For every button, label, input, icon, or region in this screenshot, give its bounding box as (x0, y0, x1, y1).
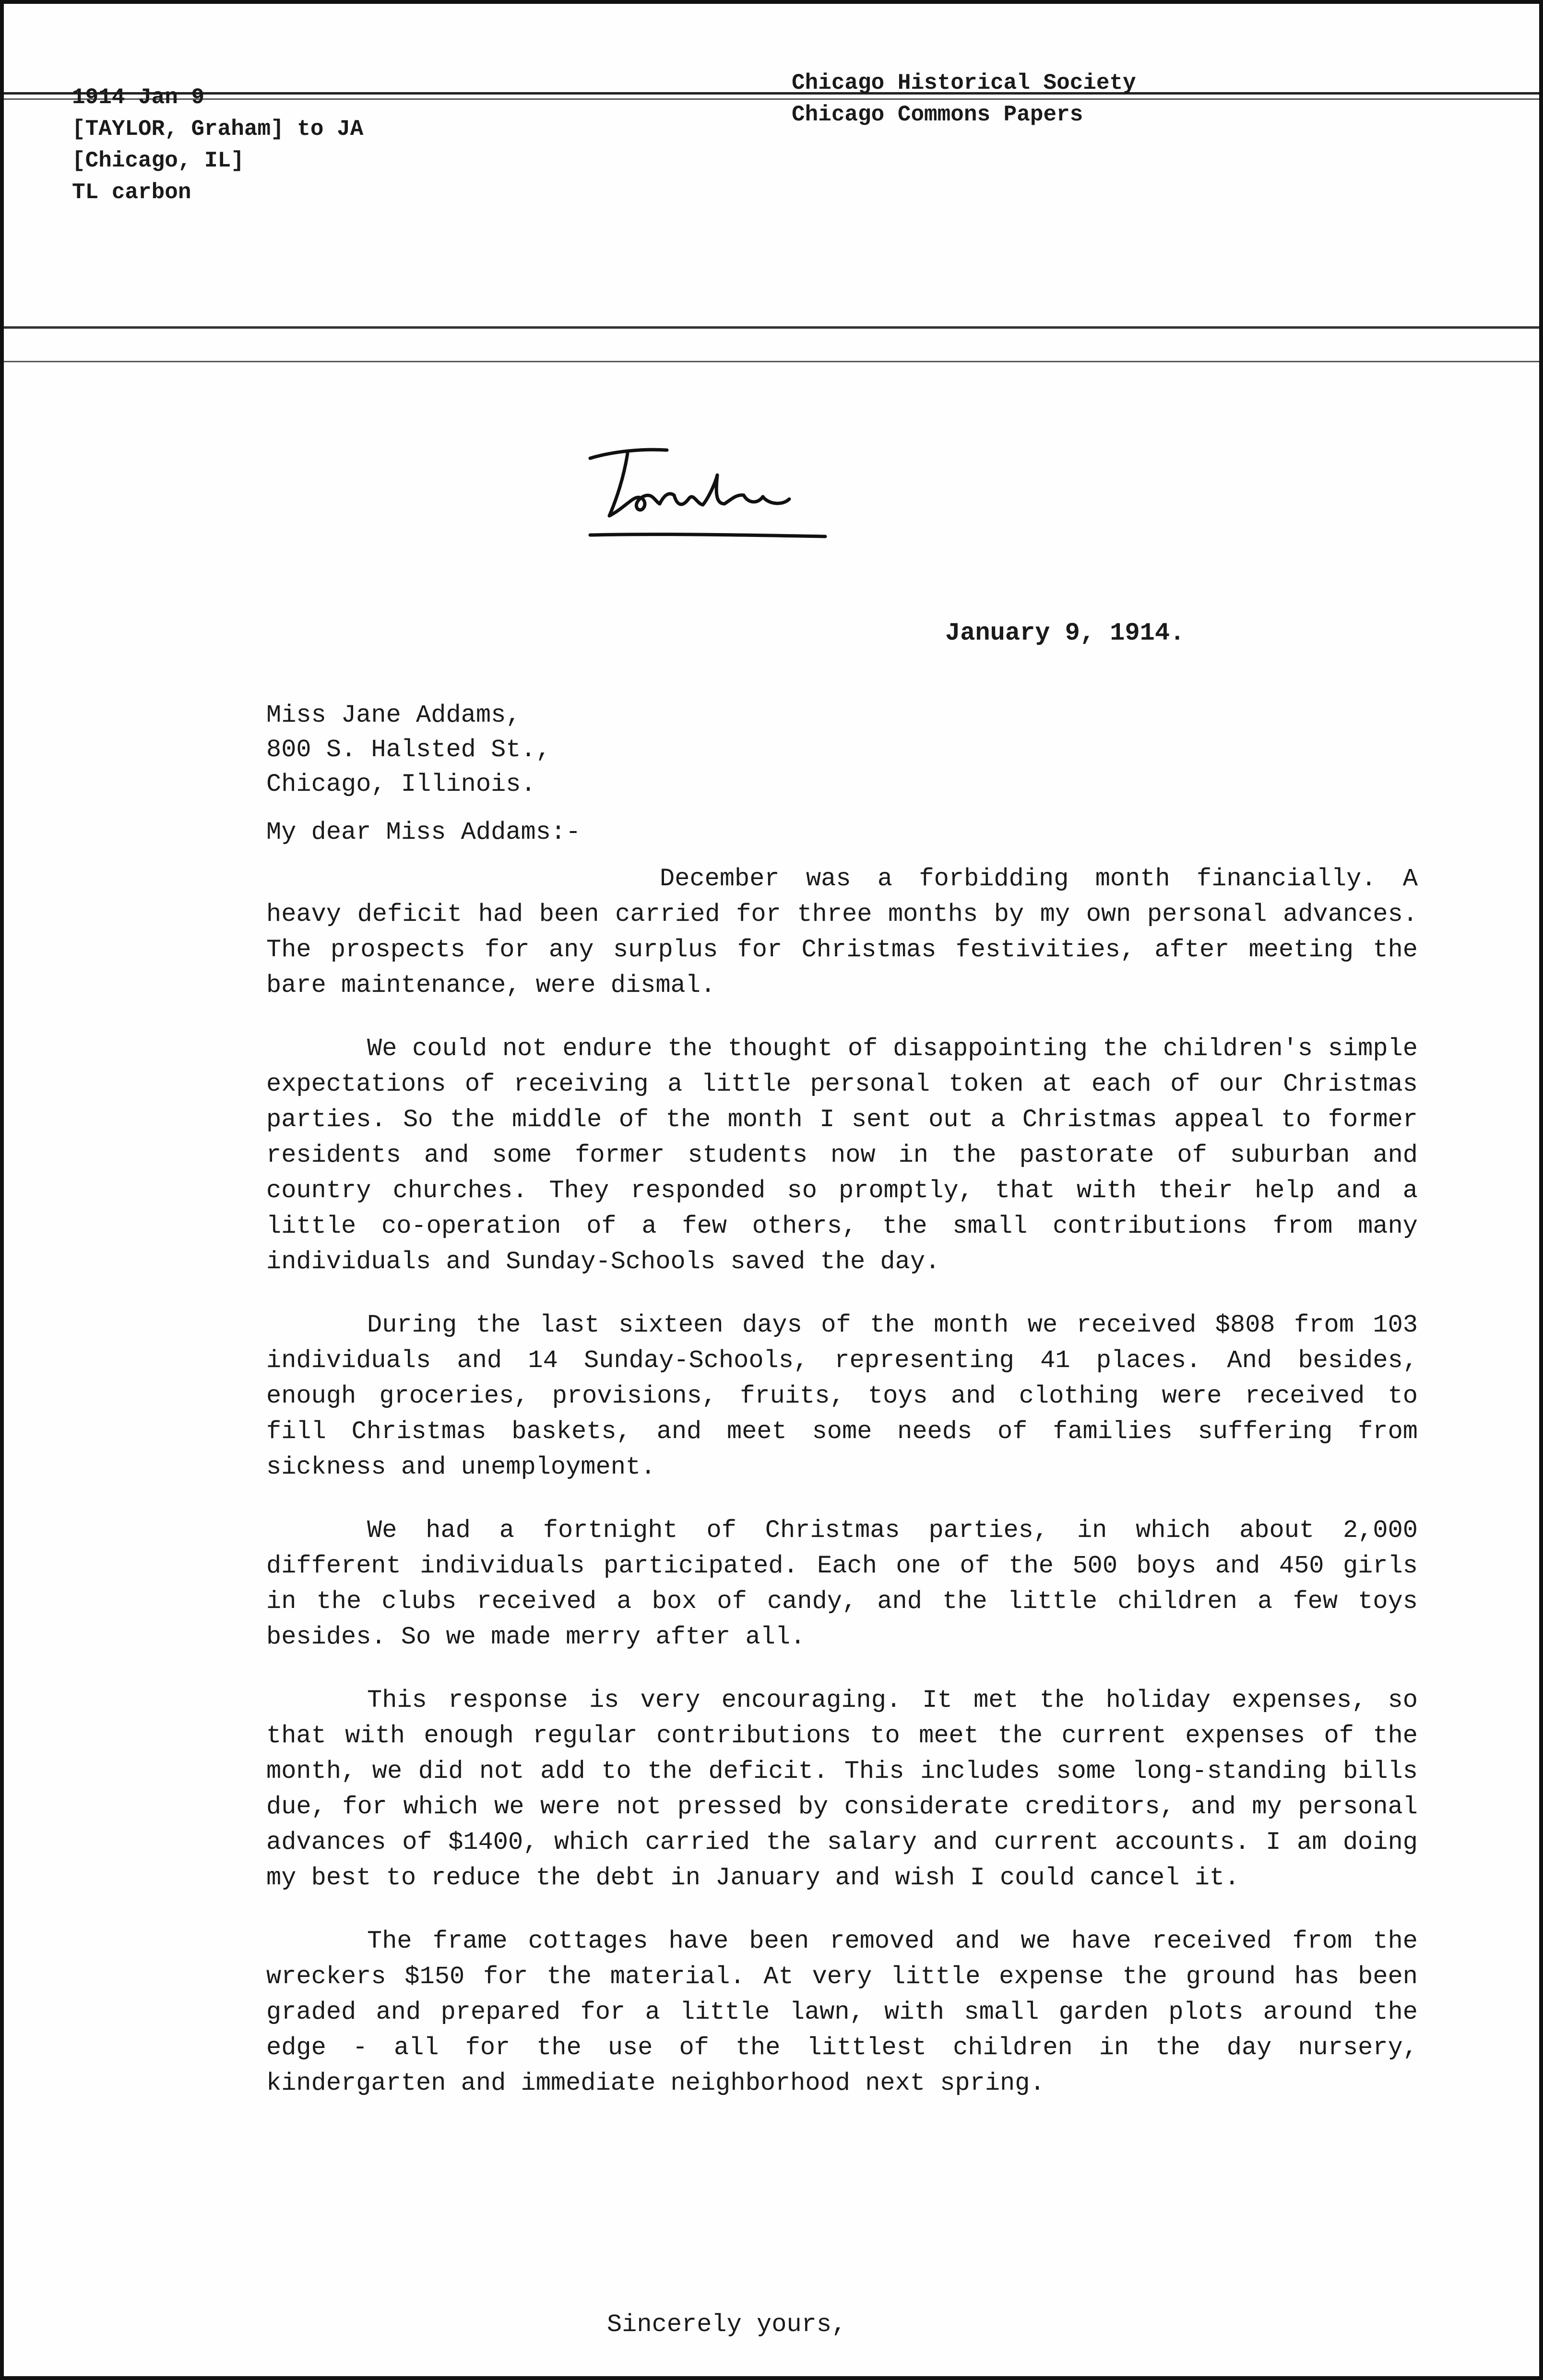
salutation: My dear Miss Addams:- (266, 818, 581, 846)
archive-institution: Chicago Historical Society (792, 71, 1136, 95)
archive-metadata (72, 82, 363, 208)
archive-collection: Chicago Commons Papers (792, 102, 1083, 127)
paragraph: December was a forbidding month financially. A heavy deficit had been carried for three months by my own personal advances. The prospects for any surplus for Christmas festivities, after meeting the bare maintenance, were dismal. (266, 865, 1418, 1000)
recipient-name: Miss Jane Addams, (266, 701, 521, 729)
header-card-bottom (4, 326, 1539, 329)
archive-source (792, 67, 1136, 131)
letter-top-rule (4, 361, 1539, 362)
recipient-city: Chicago, Illinois. (266, 770, 536, 798)
paragraph: We had a fortnight of Christmas parties, in which about 2,000 different individuals participated. Each one of the 500 boys and 450 girls in the clubs received a box of candy, and the little children a few toys besides. So we made merry after all. (266, 1516, 1418, 1651)
recipient-street: 800 S. Halsted St., (266, 736, 551, 764)
paragraph: The frame cottages have been removed and we have received from the wreckers $150 for the material. At very little expense the ground has been graded and prepared for a little lawn, with small garden plots around the edge - all for the use of the littlest children in the day nursery, kindergarten and immediate neighborhood next spring. (266, 1927, 1418, 2097)
paragraph: We could not endure the thought of disappointing the children's simple expectations of receiving a little personal token at each of our Christmas parties. So the middle of the month I sent out a Christmas appeal to former residents and some former students now in the pastorate of suburban and country churches. They responded so promptly, that with their help and a little co-operation of a few others, the small contributions from many individuals and Sunday-Schools saved the day. (266, 1035, 1418, 1276)
paragraph: This response is very encouraging. It met the holiday expenses, so that with enough regular contributions to meet the current expenses of the month, we did not add to the deficit. This includes some long-standing bills due, for which we were not pressed by considerate creditors, and my personal advances of $1400, which carried the salary and current accounts. I am doing my best to reduce the debt in January and wish I could cancel it. (266, 1686, 1418, 1892)
letter-body (266, 861, 1418, 2129)
meta-date: 1914 Jan 9 (72, 85, 205, 110)
paragraph: During the last sixteen days of the month we received $808 from 103 individuals and 14 Sunday-Schools, representing 41 places. And besides, enough groceries, provisions, fruits, toys and clothing were received to fill Christmas baskets, and meet some needs of families suffering from sickness and unemployment. (266, 1311, 1418, 1481)
meta-place: [Chicago, IL] (72, 148, 244, 173)
meta-correspondents: [TAYLOR, Graham] to JA (72, 117, 364, 142)
handwritten-trustees-note (571, 432, 840, 557)
recipient-address (266, 698, 551, 802)
closing: Sincerely yours, (607, 2310, 847, 2339)
letter-date: January 9, 1914. (945, 619, 1185, 647)
meta-format: TL carbon (72, 180, 191, 205)
